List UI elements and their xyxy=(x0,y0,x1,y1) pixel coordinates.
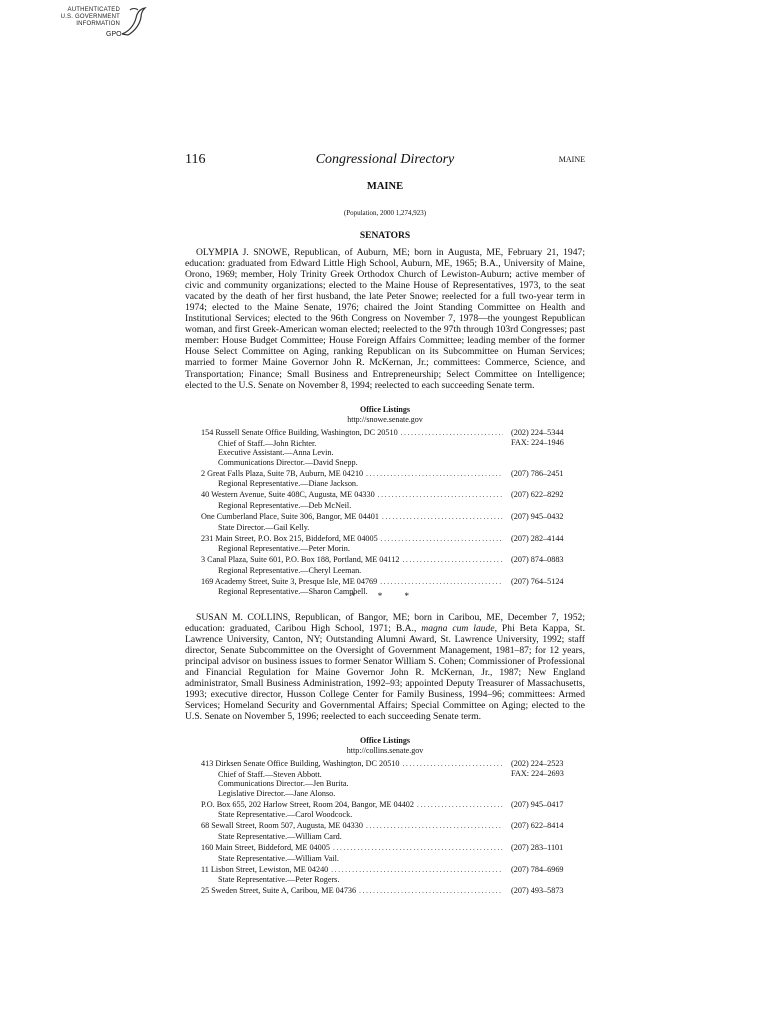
office-address-line xyxy=(201,428,503,439)
dot-leader xyxy=(401,428,503,439)
running-head xyxy=(185,152,585,168)
seal-gpo: GPO xyxy=(106,31,122,38)
staff-member: Communications Director.—Jen Burita. xyxy=(218,779,349,789)
senator-website-link[interactable]: http://snowe.senate.gov xyxy=(347,415,423,424)
office-address: 3 Canal Plaza, Suite 601, P.O. Box 188, Portland, ME 04112 xyxy=(201,555,400,565)
running-head-state: MAINE xyxy=(558,155,585,164)
office-phone: (207) 493–5873 xyxy=(511,886,564,896)
dot-leader xyxy=(333,843,503,854)
office-phone: (207) 786–2451 xyxy=(511,468,564,478)
office-address-line xyxy=(201,555,503,566)
office-entry xyxy=(185,886,585,897)
bio-text: , Phi Beta Kappa, St. Lawrence University, Canton, NY; Outstanding Alumni Award, St. Lawrence University, 1992; staff director, Senate Subcommittee on the Oversight of Government Management, 1981–87; for 12 years, principal advisor on business issues to former Senator William S. Cohen; Commissioner of Professional and Financial Regulation for Maine Governor John R. McKernan, Jr., 1987; New England administrator, Small Business Administration, 1992–93; appointed Deputy Treasurer of Massachusetts, 1993; executive director, Husson College Center for Family Business, 1994–96; committees: Armed Services; Homeland Security and Governmental Affairs; Special Committee on Aging; elected to the U.S. Senate on November 5, 1996; reelected to each succeeding Senate term. xyxy=(185,623,585,723)
senator-bio xyxy=(185,612,585,722)
office-phone: (202) 224–5344 xyxy=(511,428,564,437)
office-phone: (207) 622–8414 xyxy=(511,821,564,831)
office-address: 154 Russell Senate Office Building, Washington, DC 20510 xyxy=(201,428,398,437)
dot-leader xyxy=(359,886,503,897)
office-phone: (207) 282–4144 xyxy=(511,533,564,543)
dot-leader xyxy=(381,534,503,545)
dot-leader xyxy=(366,821,503,832)
page-title: Congressional Directory xyxy=(315,152,455,167)
office-address-line xyxy=(201,534,503,545)
office-address: 40 Western Avenue, Suite 408C, Augusta, ME 04330 xyxy=(201,490,375,500)
office-address-line xyxy=(201,577,503,588)
office-entry xyxy=(185,821,585,841)
staff-member: State Representative.—William Vail. xyxy=(218,853,339,863)
office-phone: (207) 945–0417 xyxy=(511,799,564,809)
office-address: 169 Academy Street, Suite 3, Presque Isle, ME 04769 xyxy=(201,576,378,586)
dot-leader xyxy=(402,555,503,566)
office-entry xyxy=(185,800,585,820)
office-address: 25 Sweden Street, Suite A, Caribou, ME 04736 xyxy=(201,886,357,896)
office-entry xyxy=(185,865,585,885)
staff-member: Regional Representative.—Peter Morin. xyxy=(218,544,350,554)
staff-member: Chief of Staff.—Steven Abbott. xyxy=(218,769,322,779)
staff-member: State Representative.—William Card. xyxy=(218,831,342,841)
authenticated-gpo-seal xyxy=(58,4,148,44)
office-address: 231 Main Street, P.O. Box 215, Biddeford, ME 04005 xyxy=(201,533,378,543)
office-entry xyxy=(185,469,585,489)
office-phone: (207) 945–0432 xyxy=(511,511,564,521)
office-entry xyxy=(185,555,585,575)
office-address-line xyxy=(201,469,503,480)
staff-member: Regional Representative.—Deb McNeil. xyxy=(218,500,352,510)
office-address-line xyxy=(201,865,503,876)
staff-member: Regional Representative.—Diane Jackson. xyxy=(218,479,359,489)
office-address: One Cumberland Place, Suite 306, Bangor, ME 04401 xyxy=(201,511,379,521)
office-listings xyxy=(185,736,585,898)
office-address: 11 Lisbon Street, Lewiston, ME 04240 xyxy=(201,864,329,874)
population-note: (Population, 2000 1,274,923) xyxy=(343,209,427,217)
office-entry xyxy=(185,534,585,554)
state-title: MAINE xyxy=(366,181,404,192)
dot-leader xyxy=(380,577,503,588)
staff-member: State Representative.—Carol Woodcock. xyxy=(218,810,353,820)
staff-member: Executive Assistant.—Anna Levin. xyxy=(218,448,334,458)
office-address: 413 Dirksen Senate Office Building, Washington, DC 20510 xyxy=(201,759,400,768)
seal-line: U.S. GOVERNMENT xyxy=(60,13,120,20)
office-fax: FAX: 224–2693 xyxy=(511,768,564,778)
office-entry xyxy=(185,843,585,863)
office-address: 160 Main Street, Biddeford, ME 04005 xyxy=(201,842,330,852)
office-address-line xyxy=(201,886,503,897)
office-address-line xyxy=(201,490,503,501)
office-address: 68 Sewall Street, Room 507, Augusta, ME 04330 xyxy=(201,821,363,831)
dot-leader xyxy=(382,512,503,523)
office-list xyxy=(185,428,585,597)
office-fax: FAX: 224–1946 xyxy=(511,437,564,447)
office-phone: (207) 622–8292 xyxy=(511,490,564,500)
dot-leader xyxy=(402,759,503,770)
staff-member: Regional Representative.—Sharon Campbell. xyxy=(218,587,368,597)
office-list xyxy=(185,759,585,897)
senator-bio: OLYMPIA J. SNOWE, Republican, of Auburn, ME; born in Augusta, ME, February 21, 1947; education: graduated from Edward Little High School, Auburn, ME, 1965; B.A., University of Maine, Orono, 1969; member, Holy Trinity Greek Orthodox Church of Lewiston-Auburn; active member of civic and community organizations; elected to the Maine House of Representatives, 1973, to the seat vacated by the death of her first husband, the late Peter Snowe; reelected for a full two-year term in 1974; elected to the Maine Senate, 1976; chaired the Joint Standing Committee on Health and Institutional Services; elected to the 96th Congress on November 7, 1978—the youngest Republican woman, and first Greek-American woman elected; reelected to the 97th through 103rd Congresses; past member: House Budget Committee; House Foreign Affairs Committee; leading member of the former House Select Committee on Aging, ranking Republican on its Subcommittee on Human Services; married to former Maine Governor John R. McKernan, Jr.; committees: Commerce, Science, and Transportation; Finance; Small Business and Entrepreneurship; Select Committee on Intelligence; elected to the U.S. Senate on November 8, 1994; reelected to each succeeding Senate term. xyxy=(185,247,585,391)
office-listings-title: Office Listings xyxy=(360,405,410,414)
staff-member: Chief of Staff.—John Richter. xyxy=(218,438,317,448)
office-address: 2 Great Falls Plaza, Suite 7B, Auburn, ME 04210 xyxy=(201,468,364,478)
office-address-line xyxy=(201,843,503,854)
office-entry xyxy=(185,490,585,510)
office-address-line xyxy=(201,800,503,811)
office-entry xyxy=(185,512,585,532)
dot-leader xyxy=(417,800,503,811)
staff-member: Legislative Director.—Jane Alonso. xyxy=(218,788,336,798)
office-address-line xyxy=(201,821,503,832)
office-address-line xyxy=(201,759,503,770)
section-separator: * * * xyxy=(351,591,419,601)
office-address: P.O. Box 655, 202 Harlow Street, Room 204, Bangor, ME 04402 xyxy=(201,799,414,809)
seal-text xyxy=(60,7,120,27)
bio-italic-text: magna cum laude xyxy=(421,623,495,635)
dot-leader xyxy=(378,490,503,501)
section-title: SENATORS xyxy=(359,231,411,241)
office-listings-title: Office Listings xyxy=(360,736,410,745)
staff-member: Communications Director.—David Snepp. xyxy=(218,457,358,467)
staff-member: State Representative.—Peter Rogers. xyxy=(218,875,340,885)
senator-website-link[interactable]: http://collins.senate.gov xyxy=(346,746,424,755)
office-phone: (207) 764–5124 xyxy=(511,576,564,586)
staff-member: State Director.—Gail Kelly. xyxy=(218,522,310,532)
office-phone: (207) 283–1101 xyxy=(511,842,564,852)
page-number: 116 xyxy=(185,152,206,167)
office-address-line xyxy=(201,512,503,523)
eagle-icon xyxy=(118,4,148,44)
office-entry xyxy=(185,428,585,467)
office-entry xyxy=(185,759,585,798)
office-phone: (207) 874–0883 xyxy=(511,555,564,565)
office-phone: (207) 784–6969 xyxy=(511,864,564,874)
staff-member: Regional Representative.—Cheryl Leeman. xyxy=(218,565,362,575)
dot-leader xyxy=(366,469,503,480)
dot-leader xyxy=(331,865,503,876)
bio-text: SUSAN M. COLLINS, Republican, of Bangor, ME; born in Caribou, ME, December 7, 1952; education: graduated, Caribou High School, 1971; B.A., xyxy=(185,612,585,635)
seal-line: AUTHENTICATED xyxy=(67,7,120,13)
office-phone: (202) 224–2523 xyxy=(511,759,564,768)
seal-line: INFORMATION xyxy=(76,20,120,27)
office-listings xyxy=(185,405,585,598)
